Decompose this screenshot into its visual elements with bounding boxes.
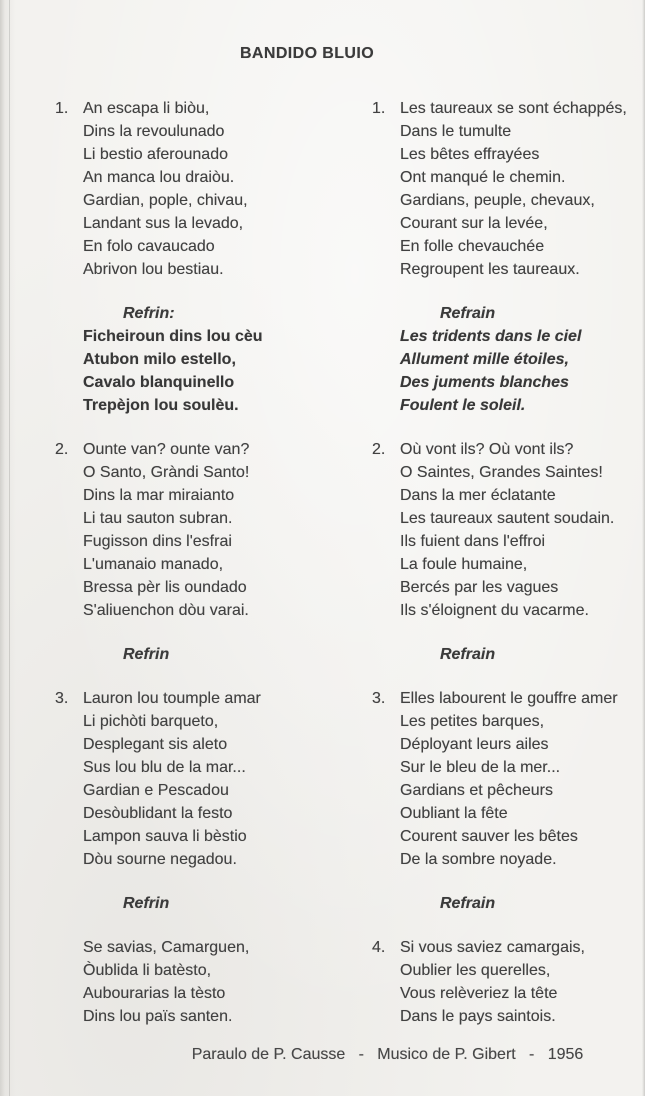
poem-line: Regroupent les taureaux. [400,261,580,278]
poem-line: Ils fuient dans l'effroi [400,533,546,550]
poem-line: Sur le bleu de la mer... [400,759,561,776]
refrain-label: Refrain [440,646,496,663]
refrain-block [55,892,357,915]
poem-line: Abrivon lou bestiau. [83,261,224,278]
poem-line: Bercés par les vagues [400,579,559,596]
stanza-number: 4. [372,939,386,956]
poem-line: Gardians, peuple, chevaux, [400,192,595,209]
poem-line: Dins la revoulunado [83,123,225,140]
stanza-number: 3. [55,690,69,707]
stanza-block [372,97,645,281]
poem-line: Li tau sauton subran. [83,510,233,527]
credits-line: Paraulo de P. Causse - Musico de P. Gibert - 1956 [191,1046,584,1063]
poem-line: Ounte van? ounte van? [83,441,250,458]
poem-line: Dans le tumulte [400,123,512,140]
poem-line: Les tridents dans le ciel [400,328,582,345]
poem-line: Ficheiroun dins lou cèu [83,328,263,345]
stanza-block [55,438,357,622]
poem-line: Les bêtes effrayées [400,146,540,163]
refrain-block [55,302,357,417]
stanza-number: 1. [55,100,69,117]
poem-line: Vous relèveriez la tête [400,985,558,1002]
poem-line: Si vous saviez camargais, [400,939,585,956]
poem-line: Cavalo blanquinello [83,374,235,391]
poem-line: Oubliant la fête [400,805,508,822]
refrain-label: Refrin [123,895,170,912]
poem-line: Oublier les querelles, [400,962,551,979]
poem-line: Li bestio aferounado [83,146,228,163]
poem-line: S'aliuenchon dòu varai. [83,602,249,619]
stanza-block [372,936,645,1028]
poem-line: Desplegant sis aleto [83,736,228,753]
refrain-label: Refrain [440,305,496,322]
poem-line: Elles labourent le gouffre amer [400,690,618,707]
refrain-label: Refrin [123,646,170,663]
poem-line: Li pichòti barqueto, [83,713,219,730]
stanza-block [55,97,357,281]
poem-line: Où vont ils? Où vont ils? [400,441,574,458]
refrain-block [372,643,645,666]
stanza-block [55,687,357,871]
stanza-block [55,936,357,1028]
poem-line: An manca lou draiòu. [83,169,235,186]
poem-line: Dins la mar miraianto [83,487,235,504]
poem-line: Aubourarias la tèsto [83,985,226,1002]
poem-line: Courent sauver les bêtes [400,828,578,845]
poem-line: An escapa li biòu, [83,100,210,117]
scan-edge-line [9,0,10,1096]
stanza-number: 1. [372,100,386,117]
song-title: BANDIDO BLUIO [239,45,375,62]
poem-line: Des juments blanches [400,374,569,391]
poem-line: Gardian e Pescadou [83,782,229,799]
poem-line: Desòublidant la festo [83,805,233,822]
refrain-label: Refrin: [123,305,175,322]
poem-line: Fugisson dins l'esfrai [83,533,232,550]
poem-line: Allument mille étoiles, [400,351,569,368]
poem-line: Dans la mer éclatante [400,487,556,504]
column-provencal [55,97,357,1049]
poem-line: Les petites barques, [400,713,545,730]
poem-line: Òublida li batèsto, [83,962,212,979]
lyrics-columns [55,97,645,1049]
poem-line: Courant sur la levée, [400,215,548,232]
poem-line: Dans le pays saintois. [400,1008,556,1025]
poem-line: Lauron lou toumple amar [83,690,261,707]
poem-line: Les taureaux se sont échappés, [400,100,627,117]
stanza-block [372,687,645,871]
stanza-number: 2. [55,441,69,458]
poem-line: Dòu sourne negadou. [83,851,237,868]
poem-line: Déployant leurs ailes [400,736,549,753]
poem-line: Dins lou païs santen. [83,1008,233,1025]
poem-line: Sus lou blu de la mar... [83,759,246,776]
poem-line: Ils s'éloignent du vacarme. [400,602,589,619]
stanza-number: 2. [372,441,386,458]
refrain-label: Refrain [440,895,496,912]
poem-line: De la sombre noyade. [400,851,557,868]
poem-line: Se savias, Camarguen, [83,939,250,956]
poem-line: Bressa pèr lis oundado [83,579,247,596]
poem-line: Gardians et pêcheurs [400,782,553,799]
poem-line: Trepèjon lou soulèu. [83,397,239,414]
poem-line: O Saintes, Grandes Saintes! [400,464,603,481]
poem-line: Foulent le soleil. [400,397,526,414]
refrain-block [372,302,645,417]
refrain-block [372,892,645,915]
column-french [372,97,645,1049]
refrain-block [55,643,357,666]
stanza-number: 3. [372,690,386,707]
poem-line: Landant sus la levado, [83,215,244,232]
poem-line: Ont manqué le chemin. [400,169,566,186]
poem-line: Lampon sauva li bèstio [83,828,247,845]
poem-line: Atubon milo estello, [83,351,236,368]
poem-line: En folle chevauchée [400,238,545,255]
poem-line: En folo cavaucado [83,238,215,255]
poem-line: La foule humaine, [400,556,528,573]
poem-line: Les taureaux sautent soudain. [400,510,615,527]
poem-line: L'umanaio manado, [83,556,224,573]
poem-line: O Santo, Gràndi Santo! [83,464,250,481]
poem-line: Gardian, pople, chivau, [83,192,248,209]
stanza-block [372,438,645,622]
